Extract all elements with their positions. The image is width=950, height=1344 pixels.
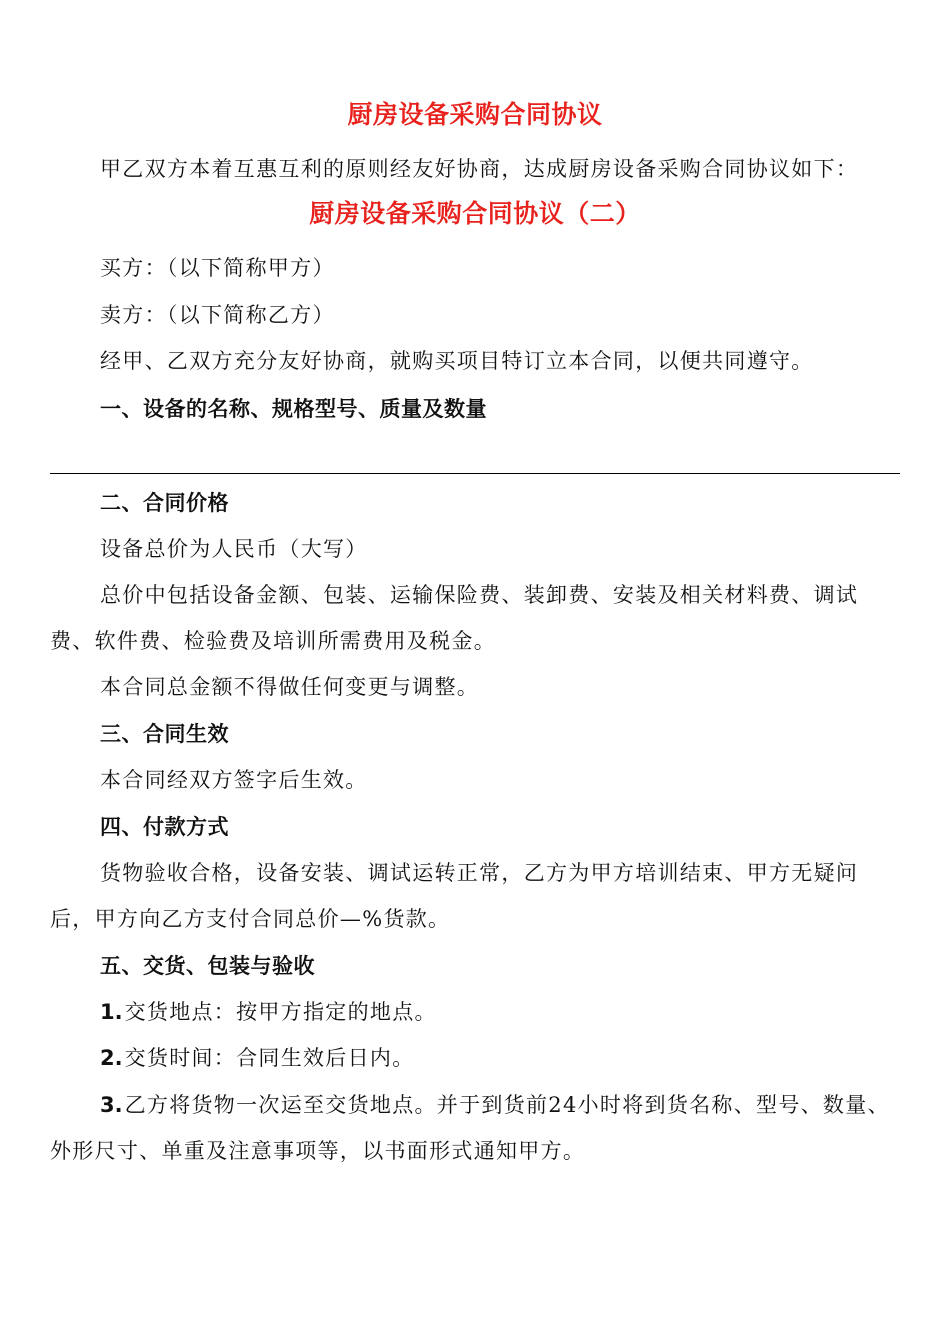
section4-paragraph-1: 货物验收合格，设备安装、调试运转正常，乙方为甲方培训结束、甲方无疑问后，甲方向乙方支付合同总价—%货款。 — [50, 861, 859, 931]
horizontal-divider — [50, 473, 900, 474]
intro-paragraph: 甲乙双方本着互惠互利的原则经友好协商，达成厨房设备采购合同协议如下： — [100, 157, 859, 181]
document-title: 厨房设备采购合同协议 — [347, 100, 603, 129]
section2-paragraph-2: 总价中包括设备金额、包装、运输保险费、装卸费、安装及相关材料费、调试费、软件费、检验费及培训所需费用及税金。 — [50, 583, 859, 653]
section5-item-2 — [50, 1035, 900, 1081]
section2-paragraph-1: 设备总价为人民币（大写） — [100, 537, 368, 561]
item-number: 3. — [100, 1093, 123, 1117]
section2-heading: 二、合同价格 — [100, 491, 229, 515]
section3-heading: 三、合同生效 — [100, 722, 229, 746]
preamble-paragraph: 经甲、乙双方充分友好协商，就购买项目特订立本合同，以便共同遵守。 — [100, 349, 814, 373]
item-text: 交货时间：合同生效后日内。 — [124, 1046, 415, 1070]
item-text: 交货地点：按甲方指定的地点。 — [124, 1000, 437, 1024]
section5-item-3 — [50, 1082, 900, 1174]
item-number: 2. — [100, 1046, 123, 1070]
document-subtitle: 厨房设备采购合同协议（二） — [309, 199, 641, 228]
section1-heading: 一、设备的名称、规格型号、质量及数量 — [100, 397, 487, 421]
seller-line: 卖方：（以下简称乙方） — [100, 303, 335, 327]
section5-item-1 — [50, 989, 900, 1035]
section5-heading: 五、交货、包装与验收 — [100, 954, 315, 978]
item-number: 1. — [100, 1000, 123, 1024]
buyer-line: 买方：（以下简称甲方） — [100, 256, 335, 280]
item-text: 乙方将货物一次运至交货地点。并于到货前24小时将到货名称、型号、数量、外形尺寸、单重及注意事项等，以书面形式通知甲方。 — [50, 1093, 890, 1163]
section2-paragraph-3: 本合同总金额不得做任何变更与调整。 — [100, 675, 480, 699]
section3-paragraph-1: 本合同经双方签字后生效。 — [100, 768, 368, 792]
section4-heading: 四、付款方式 — [100, 815, 229, 839]
